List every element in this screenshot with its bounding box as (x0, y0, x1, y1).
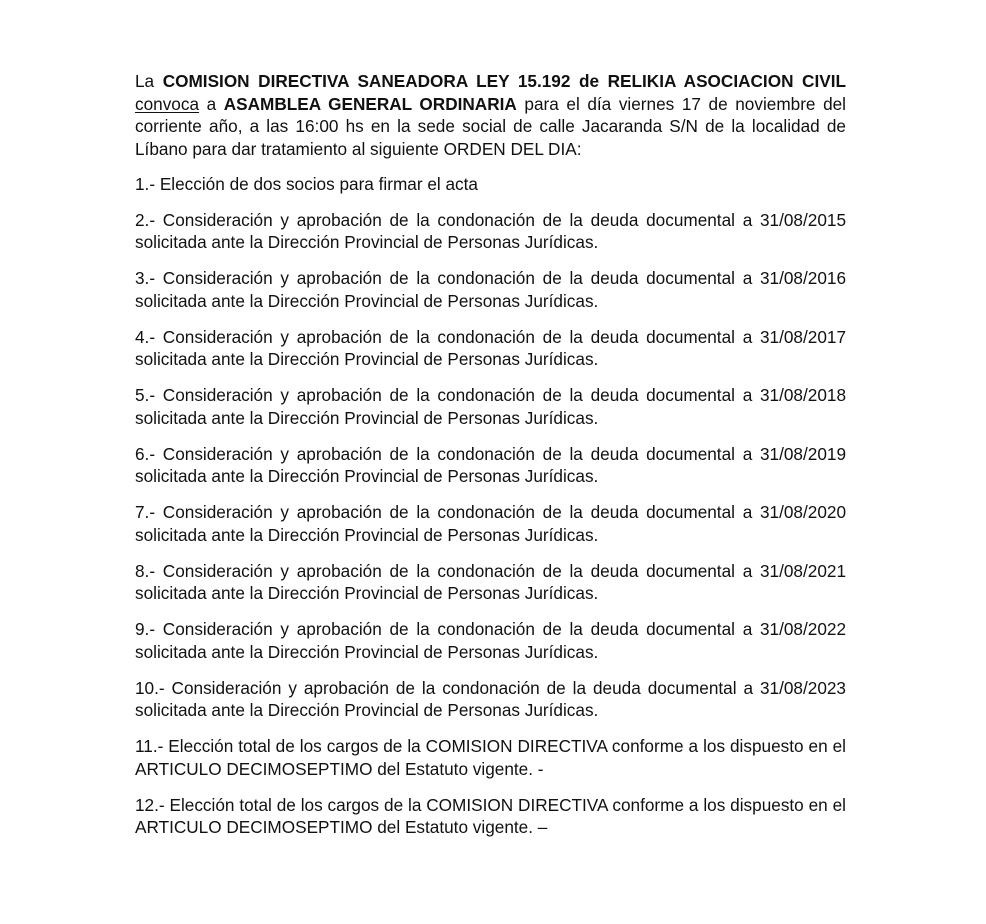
organization-name: COMISION DIRECTIVA SANEADORA LEY 15.192 de RELIKIA ASOCIACION CIVIL (162, 71, 846, 91)
intro-text-4: para el día viernes 17 de noviembre del corriente año, a las 16:00 hs en la sede social de calle Jacaranda S/N de la localidad de Líbano para dar tratamiento al siguiente ORDEN DEL DIA: (135, 93, 846, 159)
agenda-item-7: 7.- Consideración y aprobación de la condonación de la deuda documental a 31/08/2020 solicitada ante la Dirección Provincial de Personas Jurídicas. (135, 502, 846, 545)
agenda-item-10: 10.- Consideración y aprobación de la condonación de la deuda documental a 31/08/2023 solicitada ante la Dirección Provincial de Personas Jurídicas. (135, 677, 846, 720)
convoca-word: convoca (135, 93, 200, 114)
agenda-item-5: 5.- Consideración y aprobación de la condonación de la deuda documental a 31/08/2018 solicitada ante la Dirección Provincial de Personas Jurídicas. (135, 385, 846, 428)
intro-paragraph (135, 70, 846, 160)
agenda-item-1: 1.- Elección de dos socios para firmar el acta (135, 174, 478, 194)
agenda-item-9: 9.- Consideración y aprobación de la condonación de la deuda documental a 31/08/2022 solicitada ante la Dirección Provincial de Personas Jurídicas. (135, 619, 846, 662)
assembly-name: ASAMBLEA GENERAL ORDINARIA (223, 93, 517, 114)
intro-text-3: a (199, 93, 224, 114)
agenda-item-12: 12.- Elección total de los cargos de la COMISION DIRECTIVA conforme a los dispuesto en el ARTICULO DECIMOSEPTIMO del Estatuto vigente. – (135, 794, 846, 837)
agenda-item-8: 8.- Consideración y aprobación de la condonación de la deuda documental a 31/08/2021 solicitada ante la Dirección Provincial de Personas Jurídicas. (135, 560, 846, 603)
agenda-item-11: 11.- Elección total de los cargos de la COMISION DIRECTIVA conforme a los dispuesto en el ARTICULO DECIMOSEPTIMO del Estatuto vigente. - (135, 736, 846, 779)
agenda-item-2: 2.- Consideración y aprobación de la condonación de la deuda documental a 31/08/2015 solicitada ante la Dirección Provincial de Personas Jurídicas. (135, 209, 846, 252)
agenda-item-4: 4.- Consideración y aprobación de la condonación de la deuda documental a 31/08/2017 solicitada ante la Dirección Provincial de Personas Jurídicas. (135, 326, 846, 369)
intro-text-1: La (135, 71, 163, 91)
agenda-item-6: 6.- Consideración y aprobación de la condonación de la deuda documental a 31/08/2019 solicitada ante la Dirección Provincial de Personas Jurídicas. (135, 443, 846, 486)
agenda-item-3: 3.- Consideración y aprobación de la condonación de la deuda documental a 31/08/2016 solicitada ante la Dirección Provincial de Personas Jurídicas. (135, 268, 846, 311)
document-body (135, 70, 846, 852)
